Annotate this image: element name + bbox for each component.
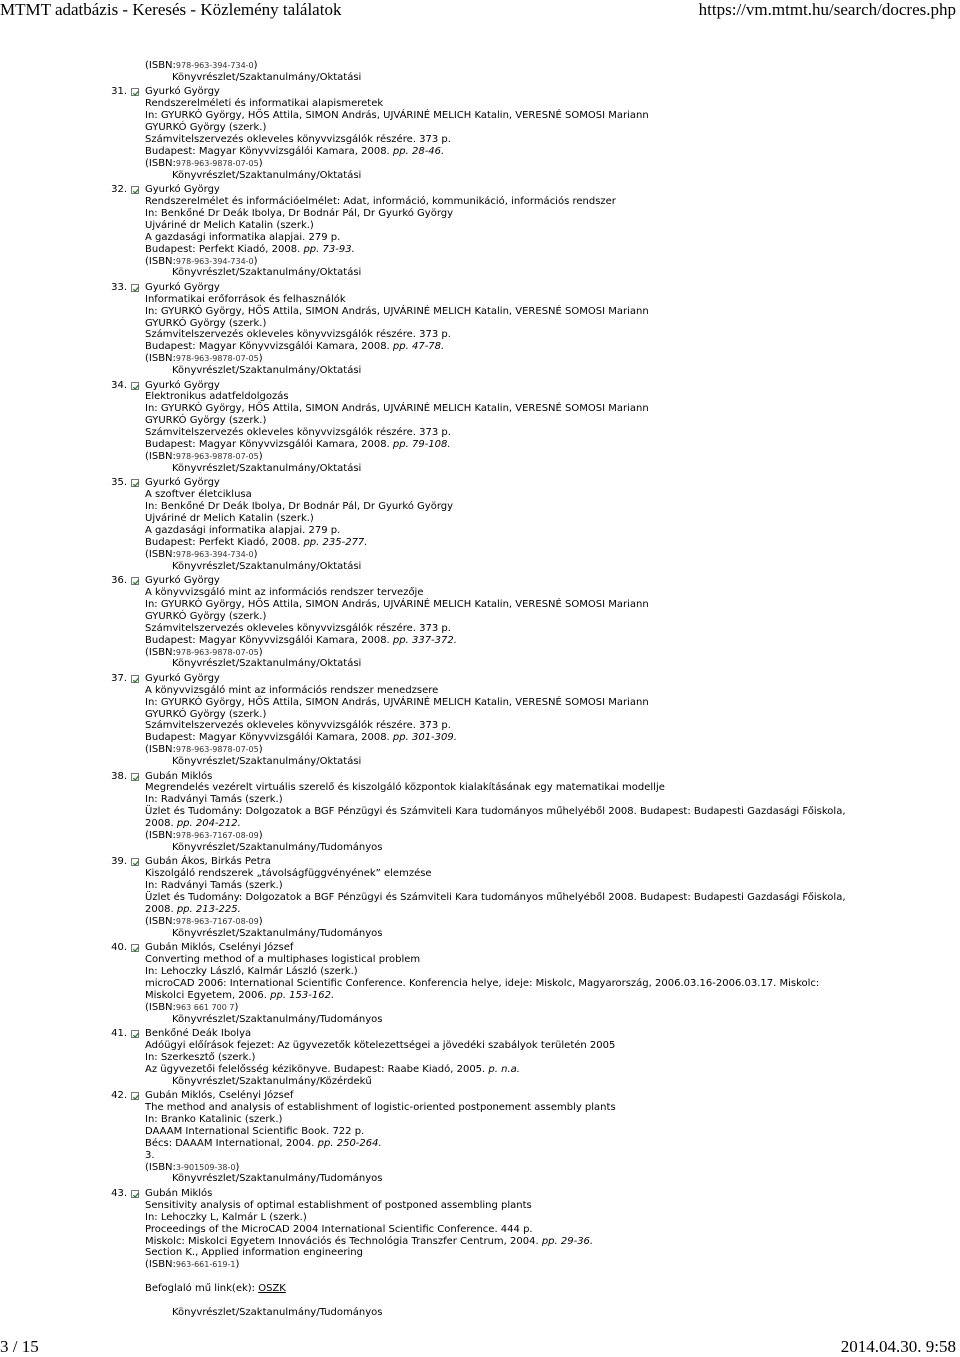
record-editors: In: Szerkesztő (szerk.) [145, 1051, 256, 1063]
record-book: microCAD 2006: International Scientific Conference. Konferencia helye, ideje: Miskolc, Magyarország, 2006.03.16-2006.03.17. Miskolc: Miskolci Egyetem, 2006. pp. 153-162. [145, 977, 820, 1001]
record-author: Gyurkó György [145, 477, 220, 489]
record-author: Benkőné Deák Ibolya [145, 1028, 252, 1040]
checkmark-icon [132, 676, 140, 684]
spacer [0, 1295, 960, 1307]
record-editors: GYURKÓ György (szerk.) [145, 317, 267, 329]
isbn-number: 978-963-7167-08-09 [175, 916, 259, 926]
record-editors: GYURKÓ György (szerk.) [145, 122, 267, 134]
record-editors: In: Radványi Tamás (szerk.) [145, 880, 283, 892]
record-number: 38. [111, 770, 127, 782]
record-editors: Ujváriné dr Melich Katalin (szerk.) [145, 513, 314, 525]
record-number: 34. [111, 379, 127, 391]
publication-record [0, 282, 960, 377]
isbn-number: 963-661-619-1 [175, 1260, 236, 1270]
spacer [0, 1271, 960, 1283]
record-pages: pp. 337-372. [392, 634, 457, 646]
record-heading [0, 1188, 960, 1200]
record-pages: pp. 301-309. [392, 732, 457, 744]
record-title: Informatikai erőforrások és felhasználók [145, 293, 346, 305]
record-checkbox[interactable] [131, 382, 139, 390]
record-publisher: Budapest: Perfekt Kiadó, 2008. pp. 73-93. [145, 243, 355, 255]
record-title: Rendszerelmélet és információelmélet: Adat, információ, kommunikáció, információs rendszer [145, 195, 616, 207]
record-book: DAAAM International Scientific Book. 722 p. [145, 1125, 365, 1137]
record-pages: pp. 204-212. [176, 818, 241, 830]
record-pages: pp. 153-162. [270, 989, 335, 1001]
record-pages: pp. 28-46. [392, 145, 445, 157]
record-editors: In: GYURKÓ György, HŐS Attila, SIMON András, UJVÁRINÉ MELICH Katalin, VERESNÉ SOMOSI Mariann [145, 110, 649, 122]
record-editors: In: Benkőné Dr Deák Ibolya, Dr Bodnár Pál, Dr Gyurkó György [145, 207, 454, 219]
record-publisher: Budapest: Magyar Könyvvizsgálói Kamara, 2008. pp. 47-78. [145, 341, 445, 353]
checkmark-icon [132, 285, 140, 293]
isbn-number: 978-963-394-734-0 [175, 256, 254, 266]
record-publisher: Budapest: Perfekt Kiadó, 2008. pp. 235-277. [145, 536, 368, 548]
checkmark-icon [132, 480, 140, 488]
isbn-number: 978-963-9878-07-05 [175, 452, 259, 461]
publication-record [0, 856, 960, 939]
checkmark-icon [132, 945, 140, 953]
record-checkbox[interactable] [131, 773, 139, 781]
record-extra: 3. [145, 1149, 155, 1161]
record-number: 37. [111, 672, 127, 684]
record-publisher: Budapest: Magyar Könyvvizsgálói Kamara, 2008. pp. 337-372. [145, 634, 457, 646]
record-publisher: Budapest: Magyar Könyvvizsgálói Kamara, 2008. pp. 301-309. [145, 732, 457, 744]
record-publisher: Miskolc: Miskolci Egyetem Innovációs és Technológia Transzfer Centrum, 2004. pp. 29-36. [145, 1235, 594, 1247]
record-heading [0, 575, 960, 587]
record-book: Az ügyvezetői felelősség kézikönyve. Budapest: Raabe Kiadó, 2005. p. n.a. [145, 1063, 520, 1075]
record-checkbox[interactable] [131, 577, 139, 585]
isbn-number: 978-963-394-734-0 [175, 549, 254, 559]
isbn-line: (ISBN:978-963-9878-07-05) [145, 744, 263, 756]
print-header [0, 0, 960, 22]
publication-type: Könyvrészlet/Szaktanulmány/Tudományos [172, 927, 383, 939]
record-book: Számvitelszervezés okleveles könyvvizsgálók részére. 373 p. [145, 622, 451, 634]
record-book: Számvitelszervezés okleveles könyvvizsgálók részére. 373 p. [145, 133, 451, 145]
record-pages: pp. 29-36. [541, 1235, 594, 1247]
isbn-number: 3-901509-38-0 [175, 1162, 236, 1172]
record-editors: In: GYURKÓ György, HŐS Attila, SIMON András, UJVÁRINÉ MELICH Katalin, VERESNÉ SOMOSI Mariann [145, 696, 649, 708]
print-timestamp: 2014.04.30. 9:58 [840, 1337, 956, 1356]
record-editors: GYURKÓ György (szerk.) [145, 415, 267, 427]
record-heading [0, 856, 960, 868]
record-editors: In: Radványi Tamás (szerk.) [145, 794, 283, 806]
publication-record [0, 673, 960, 768]
publication-record [0, 1188, 960, 1319]
print-header-url: https://vm.mtmt.hu/search/docres.php [698, 0, 956, 19]
record-author: Gyurkó György [145, 379, 220, 391]
record-publisher: Bécs: DAAAM International, 2004. pp. 250-264. [145, 1137, 382, 1149]
record-checkbox[interactable] [131, 858, 139, 866]
record-editors: In: Lehoczky L, Kalmár L (szerk.) [145, 1211, 307, 1223]
record-pages: p. n.a. [488, 1063, 520, 1075]
isbn-line: (ISBN:978-963-9878-07-05) [145, 353, 263, 365]
results-list [0, 60, 960, 1319]
record-title: Converting method of a multiphases logistical problem [145, 954, 421, 966]
record-heading [0, 184, 960, 196]
record-number: 39. [111, 856, 127, 868]
record-author: Gubán Miklós [145, 1187, 213, 1199]
checkmark-icon [132, 578, 140, 586]
isbn-line: (ISBN:978-963-394-734-0) [145, 255, 258, 267]
record-checkbox[interactable] [131, 1190, 139, 1198]
record-pages: pp. 79-108. [392, 439, 451, 451]
record-heading [0, 942, 960, 954]
record-pages: pp. 250-264. [317, 1137, 382, 1149]
record-author: Gubán Ákos, Birkás Petra [145, 856, 271, 868]
checkmark-icon [132, 1031, 140, 1039]
publication-type: Könyvrészlet/Szaktanulmány/Tudományos [172, 1306, 383, 1318]
isbn-line: (ISBN:963 661 700 7) [145, 1001, 239, 1013]
record-number: 40. [111, 942, 127, 954]
record-title: Adóügyi előírások fejezet: Az ügyvezetők kötelezettségei a jövedéki szabályok területén 2005 [145, 1040, 616, 1051]
isbn-line: (ISBN:963-661-619-1) [145, 1259, 240, 1271]
record-book: Számvitelszervezés okleveles könyvvizsgálók részére. 373 p. [145, 720, 451, 732]
record-number: 31. [111, 86, 127, 98]
record-checkbox[interactable] [131, 1092, 139, 1100]
record-book: Üzlet és Tudomány: Dolgozatok a BGF Pénzügyi és Számviteli Kara tudományos műhelyéből 2008. Budapest: Budapesti Gazdasági Főiskola, 2008. pp. 204-212. [145, 806, 846, 830]
record-publisher: Budapest: Magyar Könyvvizsgálói Kamara, 2008. pp. 79-108. [145, 439, 451, 451]
record-heading [0, 1028, 960, 1040]
checkmark-icon [132, 859, 140, 867]
publication-type: Könyvrészlet/Szaktanulmány/Tudományos [172, 842, 383, 853]
record-pages: pp. 213-225. [176, 904, 241, 916]
record-number: 33. [111, 281, 127, 293]
record-heading [0, 477, 960, 489]
record-title: The method and analysis of establishment of logistic-oriented postponement assembly plants [145, 1102, 616, 1114]
record-book: Üzlet és Tudomány: Dolgozatok a BGF Pénzügyi és Számviteli Kara tudományos műhelyéből 2008. Budapest: Budapesti Gazdasági Főiskola, 2008. pp. 213-225. [145, 892, 846, 916]
page-number: 3 / 15 [0, 1337, 39, 1356]
isbn-line: (ISBN:978-963-7167-08-09) [145, 830, 263, 842]
record-author: Gubán Miklós, Cselényi József [145, 942, 294, 954]
publication-record [0, 771, 960, 854]
record-number: 32. [111, 184, 127, 196]
record-title: Megrendelés vezérelt virtuális szerelő és kiszolgáló központok kialakításának egy matematikai modellje [145, 782, 665, 794]
publication-type: Könyvrészlet/Szaktanulmány/Oktatási [172, 658, 362, 670]
record-publisher: Budapest: Magyar Könyvvizsgálói Kamara, 2008. pp. 28-46. [145, 145, 445, 157]
isbn-number: 978-963-7167-08-09 [175, 831, 259, 841]
record-pages: pp. 235-277. [303, 536, 368, 548]
checkmark-icon [132, 774, 140, 782]
isbn-line: (ISBN:978-963-9878-07-05) [145, 646, 263, 658]
record-checkbox[interactable] [131, 284, 139, 292]
record-book: A gazdasági informatika alapjai. 279 p. [145, 231, 341, 243]
record-editors: In: GYURKÓ György, HŐS Attila, SIMON András, UJVÁRINÉ MELICH Katalin, VERESNÉ SOMOSI Mariann [145, 305, 649, 317]
isbn-line: (ISBN:978-963-394-734-0) [145, 60, 258, 71]
print-header-title: MTMT adatbázis - Keresés - Közlemény találatok [0, 0, 342, 19]
record-author: Gubán Miklós, Cselényi József [145, 1090, 294, 1102]
record-editors: In: GYURKÓ György, HŐS Attila, SIMON András, UJVÁRINÉ MELICH Katalin, VERESNÉ SOMOSI Mariann [145, 403, 649, 415]
record-number: 41. [111, 1028, 127, 1040]
record-checkbox[interactable] [131, 88, 139, 96]
record-heading [0, 1090, 960, 1102]
record-title: Kiszolgáló rendszerek „távolságfüggvényének” elemzése [145, 868, 432, 880]
record-book: Proceedings of the MicroCAD 2004 International Scientific Conference. 444 p. [145, 1223, 533, 1235]
publication-record [0, 477, 960, 572]
publication-record [0, 86, 960, 181]
record-section: Section K., Applied information engineering [145, 1247, 363, 1259]
isbn-number: 963 661 700 7 [175, 1002, 235, 1012]
record-checkbox[interactable] [131, 1030, 139, 1038]
publication-type: Könyvrészlet/Szaktanulmány/Oktatási [172, 462, 362, 474]
isbn-line: (ISBN:978-963-7167-08-09) [145, 915, 263, 927]
record-editors: In: GYURKÓ György, HŐS Attila, SIMON András, UJVÁRINÉ MELICH Katalin, VERESNÉ SOMOSI Mariann [145, 598, 649, 610]
publication-type: Könyvrészlet/Szaktanulmány/Oktatási [172, 71, 362, 83]
record-author: Gyurkó György [145, 86, 220, 98]
print-footer [0, 1337, 960, 1357]
record-checkbox[interactable] [131, 675, 139, 683]
isbn-number: 978-963-9878-07-05 [175, 354, 259, 364]
record-heading [0, 771, 960, 783]
checkmark-icon [132, 89, 140, 97]
record-pages: pp. 73-93. [303, 243, 355, 255]
publication-record [0, 1090, 960, 1185]
isbn-line: (ISBN:978-963-394-734-0) [145, 548, 258, 560]
record-title: Rendszerelméleti és informatikai alapismeretek [145, 98, 384, 110]
record-author: Gyurkó György [145, 672, 220, 684]
publication-type: Könyvrészlet/Szaktanulmány/Tudományos [172, 1013, 383, 1025]
record-pages: pp. 47-78. [392, 341, 445, 353]
record-heading [0, 673, 960, 685]
related-links: Befoglaló mű link(ek): OSZK [145, 1283, 286, 1295]
publication-record [0, 575, 960, 670]
isbn-number: 978-963-9878-07-05 [175, 158, 259, 168]
record-author: Gyurkó György [145, 575, 220, 587]
record-heading [0, 380, 960, 392]
record-title: A szoftver életciklusa [145, 489, 252, 501]
record-book: Számvitelszervezés okleveles könyvvizsgálók részére. 373 p. [145, 427, 451, 439]
isbn-line: (ISBN:3-901509-38-0) [145, 1161, 240, 1173]
record-author: Gyurkó György [145, 281, 220, 293]
publication-record [0, 380, 960, 475]
publication-type: Könyvrészlet/Szaktanulmány/Oktatási [172, 756, 362, 768]
publication-record [0, 1028, 960, 1088]
record-editors: In: Lehoczky László, Kalmár László (szerk.) [145, 966, 358, 978]
record-title: A könyvvizsgáló mint az információs rendszer menedzsere [145, 684, 439, 696]
isbn-number: 978-963-9878-07-05 [175, 745, 259, 755]
record-title: Elektronikus adatfeldolgozás [145, 391, 289, 403]
record-heading [0, 86, 960, 98]
record-number: 43. [111, 1187, 127, 1199]
record-checkbox[interactable] [131, 479, 139, 487]
publication-type: Könyvrészlet/Szaktanulmány/Oktatási [172, 560, 362, 572]
isbn-line: (ISBN:978-963-9878-07-05) [145, 451, 263, 462]
publication-type: Könyvrészlet/Szaktanulmány/Közérdekű [172, 1075, 372, 1087]
checkmark-icon [132, 1093, 140, 1101]
publication-record [0, 942, 960, 1025]
publication-type: Könyvrészlet/Szaktanulmány/Oktatási [172, 365, 362, 377]
record-title: A könyvvizsgáló mint az információs rendszer tervezője [145, 586, 424, 598]
record-number: 36. [111, 575, 127, 587]
record-number: 35. [111, 477, 127, 489]
record-checkbox[interactable] [131, 944, 139, 952]
publication-type: Könyvrészlet/Szaktanulmány/Tudományos [172, 1173, 383, 1185]
checkmark-icon [132, 1191, 140, 1199]
oszk-link[interactable]: OSZK [258, 1283, 286, 1295]
record-editors: Ujváriné dr Melich Katalin (szerk.) [145, 219, 314, 231]
record-author: Gyurkó György [145, 184, 220, 196]
isbn-line: (ISBN:978-963-9878-07-05) [145, 157, 263, 169]
record-book: Számvitelszervezés okleveles könyvvizsgálók részére. 373 p. [145, 329, 451, 341]
isbn-number: 978-963-9878-07-05 [175, 647, 259, 657]
record-editors: GYURKÓ György (szerk.) [145, 610, 267, 622]
record-checkbox[interactable] [131, 186, 139, 194]
record-editors: GYURKÓ György (szerk.) [145, 708, 267, 720]
record-number: 42. [111, 1090, 127, 1102]
checkmark-icon [132, 187, 140, 195]
record-author: Gubán Miklós [145, 770, 213, 782]
publication-type: Könyvrészlet/Szaktanulmány/Oktatási [172, 267, 362, 279]
record-editors: In: Benkőné Dr Deák Ibolya, Dr Bodnár Pál, Dr Gyurkó György [145, 501, 454, 513]
publication-type: Könyvrészlet/Szaktanulmány/Oktatási [172, 169, 362, 181]
record-heading [0, 282, 960, 294]
publication-record [0, 184, 960, 279]
record-title: Sensitivity analysis of optimal establishment of postponed assembling plants [145, 1199, 532, 1211]
top-fragment [0, 60, 960, 84]
record-book: A gazdasági informatika alapjai. 279 p. [145, 524, 341, 536]
checkmark-icon [132, 383, 140, 391]
record-editors: In: Branko Katalinic (szerk.) [145, 1113, 283, 1125]
